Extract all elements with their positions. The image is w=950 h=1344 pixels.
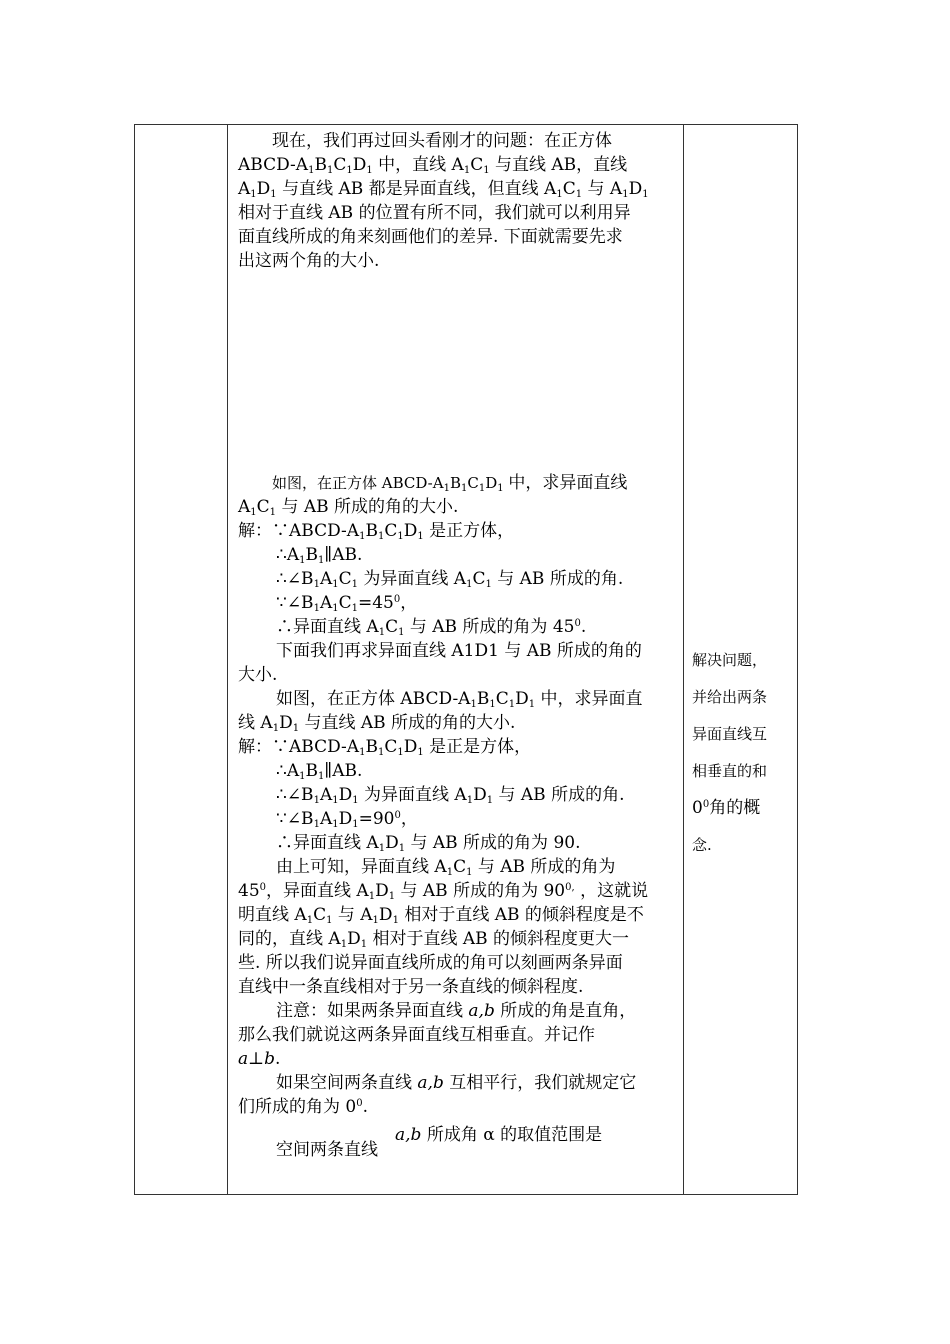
teaching-note-cell: 解决问题， 并给出两条 异面直线互 相垂直的和 $0^0$角的概 念. [692, 651, 768, 854]
example-1: 如图，在正方体 ABCD-$A_1B_1C_1D_1$ 中，求异面直线 $A_1C_1$ 与 AB 所成的角的大小. 解：$\because ABCD-A_1B_1C_1D_1$ 是正方体， $\therefore A_1B_1\parallel AB$. $\therefore\angle B_1A_1C_1$ 为异面直线 $A_1C_1$ 与 AB 所成的角. $\because\angle B_1A_1C_1=45^0$， ∴异面直线 $A_1C_1$ 与 AB 所成的角为 $45^0$. [238, 473, 628, 638]
lesson-table [134, 124, 798, 1195]
transition-paragraph: 下面我们再求异面直线 A1D1 与 AB 所成的角的 大小. [238, 641, 642, 685]
main-content-cell [238, 129, 674, 1159]
parallel-note: 如果空间两条直线 a,b 互相平行，我们就规定它 们所成的角为 $0^0$. [238, 1073, 637, 1117]
conclusion-paragraph: 由上可知，异面直线 $A_1C_1$ 与 AB 所成的角为 $45^0$，异面直线 $A_1D_1$ 与 AB 所成的角为 $90^{0,}$ ，这就说 明直线 $A_1C_1$ 与 $A_1D_1$ 相对于直线 AB 的倾斜程度是不 同的，直线 $A_1D_1$ 相对于直线 AB 的倾斜程度更大一 些. 所以我们说异面直线所成的角可以刻画两条异面 直线中一条直线相对于另一条直线的倾斜程度. [238, 857, 649, 997]
figure-space [238, 273, 674, 471]
angle-range-line: 空间两条直线 a,b 所成角 α 的取值范围是 [276, 1125, 603, 1160]
column-divider-1 [227, 125, 228, 1194]
column-divider-2 [683, 125, 684, 1194]
example-2: 如图，在正方体 ABCD-$A_1B_1C_1D_1$ 中，求异面直 线 $A_1D_1$ 与直线 AB 所成的角的大小. 解：$\because ABCD-A_1B_1C_1D_1$ 是正是方体， $\therefore A_1B_1\parallel AB$. $\therefore\angle B_1A_1D_1$ 为异面直线 $A_1D_1$ 与 AB 所成的角. $\because\angle B_1A_1D_1=90^0$， ∴异面直线 $A_1D_1$ 与 AB 所成的角为 90. [238, 689, 643, 854]
intro-paragraph: 现在，我们再过回头看刚才的问题：在正方体 ABCD-$A_1B_1C_1D_1$ 中，直线 $A_1C_1$ 与直线 AB，直线 $A_1D_1$ 与直线 AB 都是异面直线，但直线 $A_1C_1$ 与 $A_1D_1$ 相对于直线 AB 的位置有所不同，我们就可以利用异 面直线所成的角来刻画他们的差异. 下面就需要先求 出这两个角的大小. [238, 131, 649, 271]
perpendicular-note: 注意：如果两条异面直线 a,b 所成的角是直角， 那么我们就说这两条异面直线互相垂直。并记作 a⊥b. [238, 1001, 637, 1069]
